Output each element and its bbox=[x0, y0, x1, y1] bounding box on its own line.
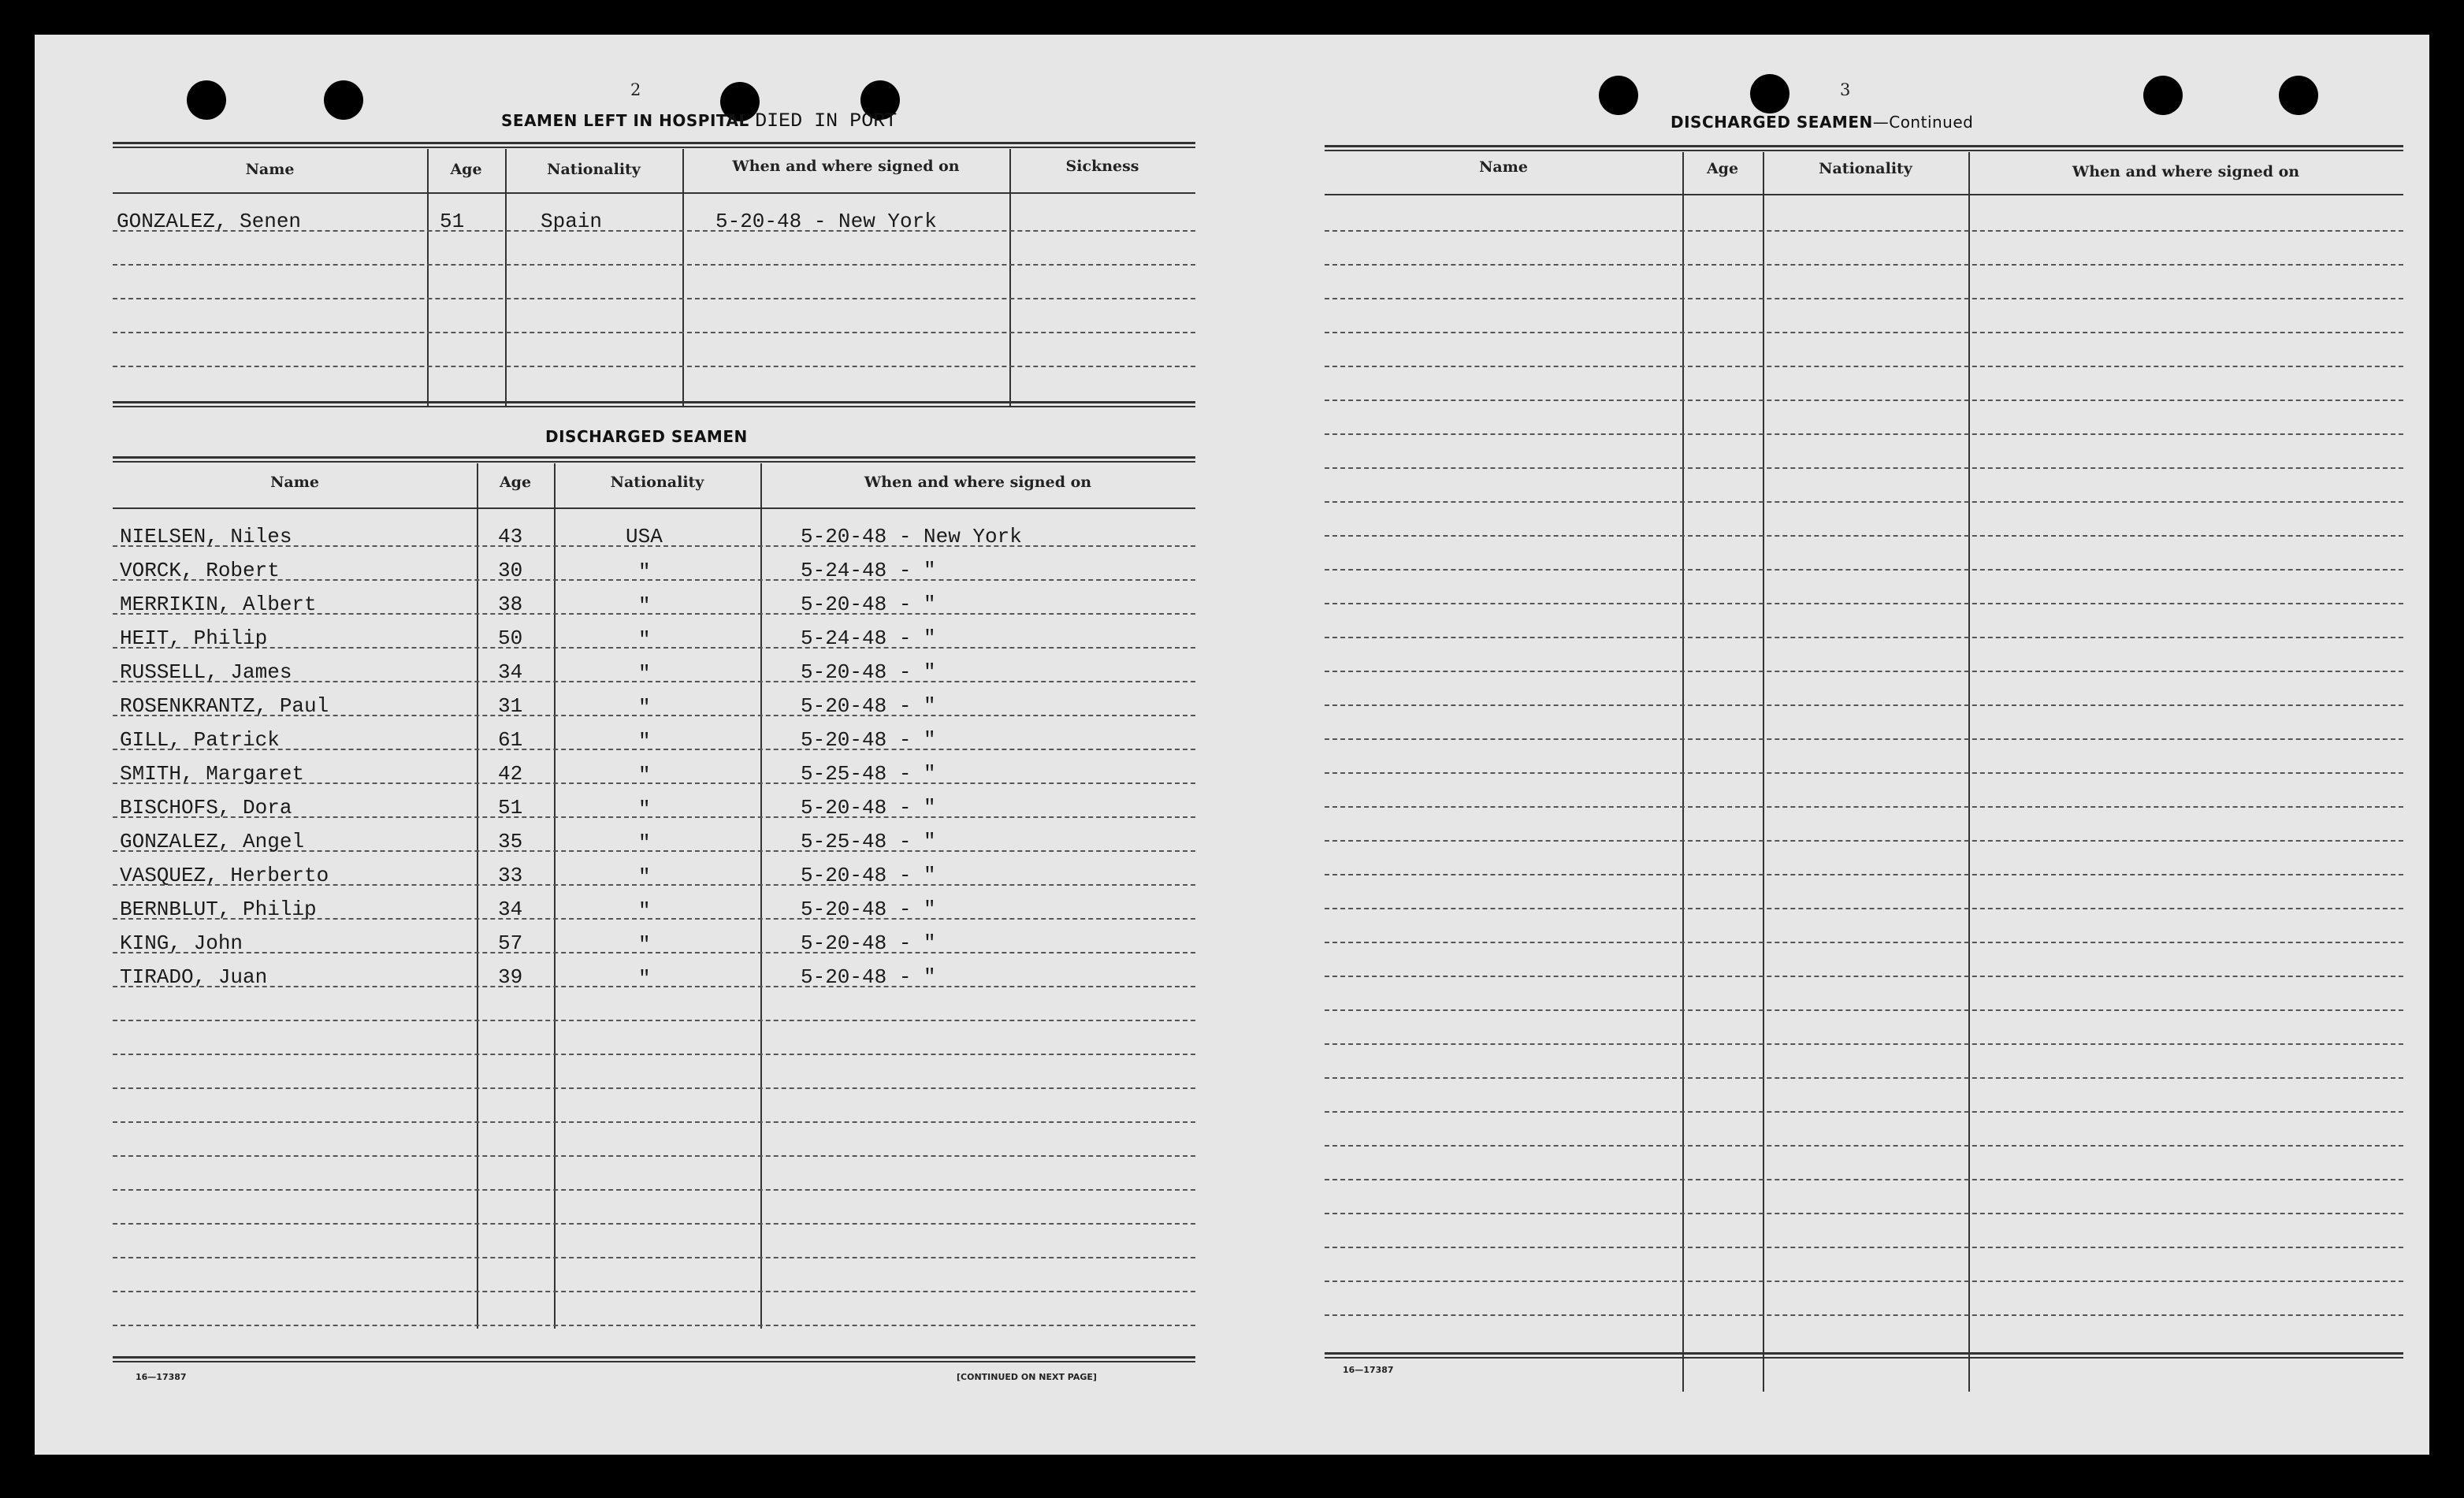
col-header-signed-on: When and where signed on bbox=[2072, 163, 2300, 180]
nationality-cell: " bbox=[638, 628, 651, 652]
signed-on-cell: 5-25-48 - " bbox=[801, 830, 936, 853]
name-cell: BISCHOFS, Dora bbox=[120, 796, 292, 820]
col-header-name: Name bbox=[1479, 158, 1528, 176]
name-cell: GONZALEZ, Angel bbox=[120, 830, 305, 853]
nationality-cell: " bbox=[638, 933, 651, 957]
signed-on-cell: 5-20-48 - " bbox=[801, 864, 936, 887]
header-cont: —Continued bbox=[1872, 113, 1974, 132]
punch-hole-icon bbox=[324, 80, 363, 120]
col-header-name: Name bbox=[245, 161, 295, 178]
punch-hole-icon bbox=[1599, 76, 1638, 115]
nationality-cell: " bbox=[638, 764, 651, 787]
age-cell: 38 bbox=[498, 593, 523, 616]
table-top-rule bbox=[113, 142, 1195, 148]
discharged-continued-header bbox=[1671, 113, 1973, 132]
table-bottom-rule bbox=[113, 401, 1195, 407]
document-scan bbox=[35, 35, 2429, 1455]
discharged-seamen-title: DISCHARGED SEAMEN bbox=[545, 427, 748, 446]
table-bottom-rule bbox=[1325, 1352, 2403, 1359]
nationality-cell: " bbox=[638, 696, 651, 719]
nationality-cell: " bbox=[638, 662, 651, 686]
nationality-cell: " bbox=[638, 797, 651, 821]
name-cell: ROSENKRANTZ, Paul bbox=[120, 694, 329, 718]
name-cell: RUSSELL, James bbox=[120, 660, 292, 684]
age-cell: 43 bbox=[498, 525, 523, 548]
nationality-cell: " bbox=[638, 831, 651, 855]
form-number: 16—17387 bbox=[136, 1372, 187, 1382]
col-header-nationality: Nationality bbox=[1819, 160, 1912, 177]
signed-on-cell: 5-25-48 - " bbox=[801, 762, 936, 786]
signed-on-cell: 5-20-48 - New York bbox=[801, 525, 1022, 548]
signed-on-cell: 5-20-48 - " bbox=[801, 593, 936, 616]
page-number: 3 bbox=[1840, 80, 1851, 99]
age-cell: 34 bbox=[498, 660, 523, 684]
age-cell: 35 bbox=[498, 830, 523, 853]
col-header-sickness: Sickness bbox=[1065, 158, 1139, 175]
page-number: 2 bbox=[630, 80, 641, 99]
signed-on-cell: 5-20-48 - " bbox=[801, 660, 936, 684]
header-main: DISCHARGED SEAMEN bbox=[1671, 113, 1873, 132]
age-cell: 34 bbox=[498, 898, 523, 921]
nationality-cell: " bbox=[638, 594, 651, 618]
table-top-rule bbox=[1325, 145, 2403, 151]
age-cell: 51 bbox=[440, 210, 465, 233]
signed-on-cell: 5-24-48 - " bbox=[801, 626, 936, 650]
age-cell: 30 bbox=[498, 559, 523, 582]
signed-on-cell: 5-24-48 - " bbox=[801, 559, 936, 582]
age-cell: 61 bbox=[498, 728, 523, 752]
table-top-rule bbox=[113, 456, 1195, 463]
age-cell: 33 bbox=[498, 864, 523, 887]
col-header-age: Age bbox=[499, 474, 532, 491]
col-header-age: Age bbox=[1706, 160, 1739, 177]
name-cell: HEIT, Philip bbox=[120, 626, 268, 650]
name-cell: BERNBLUT, Philip bbox=[120, 898, 317, 921]
name-cell: VORCK, Robert bbox=[120, 559, 280, 582]
punch-hole-icon bbox=[2279, 76, 2318, 115]
seamen-left-header bbox=[501, 110, 897, 132]
punch-hole-icon bbox=[187, 80, 226, 120]
signed-on-cell: 5-20-48 - New York bbox=[715, 210, 937, 233]
name-cell: MERRIKIN, Albert bbox=[120, 593, 317, 616]
col-header-age: Age bbox=[450, 161, 482, 178]
nationality-cell: " bbox=[638, 560, 651, 584]
name-cell: GONZALEZ, Senen bbox=[117, 210, 302, 233]
form-number: 16—17387 bbox=[1343, 1365, 1394, 1375]
table-bottom-rule bbox=[113, 1356, 1195, 1362]
col-header-name: Name bbox=[270, 474, 319, 491]
punch-hole-icon bbox=[2143, 76, 2183, 115]
age-cell: 57 bbox=[498, 931, 523, 955]
col-header-nationality: Nationality bbox=[610, 474, 704, 491]
name-cell: GILL, Patrick bbox=[120, 728, 280, 752]
punch-hole-icon bbox=[1750, 74, 1789, 113]
typed-died-in-port: DIED IN PORT bbox=[755, 110, 898, 132]
nationality-cell: " bbox=[638, 865, 651, 889]
age-cell: 39 bbox=[498, 965, 523, 989]
name-cell: VASQUEZ, Herberto bbox=[120, 864, 329, 887]
continued-note: [CONTINUED ON NEXT PAGE] bbox=[957, 1372, 1097, 1382]
name-cell: KING, John bbox=[120, 931, 243, 955]
signed-on-cell: 5-20-48 - " bbox=[801, 965, 936, 989]
name-cell: NIELSEN, Niles bbox=[120, 525, 292, 548]
signed-on-cell: 5-20-48 - " bbox=[801, 728, 936, 752]
age-cell: 42 bbox=[498, 762, 523, 786]
header-prefix: SEAMEN LEFT IN bbox=[501, 111, 653, 130]
age-cell: 51 bbox=[498, 796, 523, 820]
nationality-cell: " bbox=[638, 899, 651, 923]
col-header-nationality: Nationality bbox=[547, 161, 641, 178]
nationality-cell: " bbox=[638, 967, 651, 991]
col-header-signed-on: When and where signed on bbox=[732, 158, 960, 175]
signed-on-cell: 5-20-48 - " bbox=[801, 694, 936, 718]
col-header-signed-on: When and where signed on bbox=[864, 474, 1092, 491]
name-cell: SMITH, Margaret bbox=[120, 762, 305, 786]
nationality-cell: Spain bbox=[541, 210, 603, 233]
signed-on-cell: 5-20-48 - " bbox=[801, 931, 936, 955]
age-cell: 50 bbox=[498, 626, 523, 650]
signed-on-cell: 5-20-48 - " bbox=[801, 898, 936, 921]
name-cell: TIRADO, Juan bbox=[120, 965, 268, 989]
age-cell: 31 bbox=[498, 694, 523, 718]
nationality-cell: USA bbox=[626, 525, 663, 548]
nationality-cell: " bbox=[638, 730, 651, 753]
signed-on-cell: 5-20-48 - " bbox=[801, 796, 936, 820]
struck-word: HOSPITAL bbox=[659, 111, 749, 130]
